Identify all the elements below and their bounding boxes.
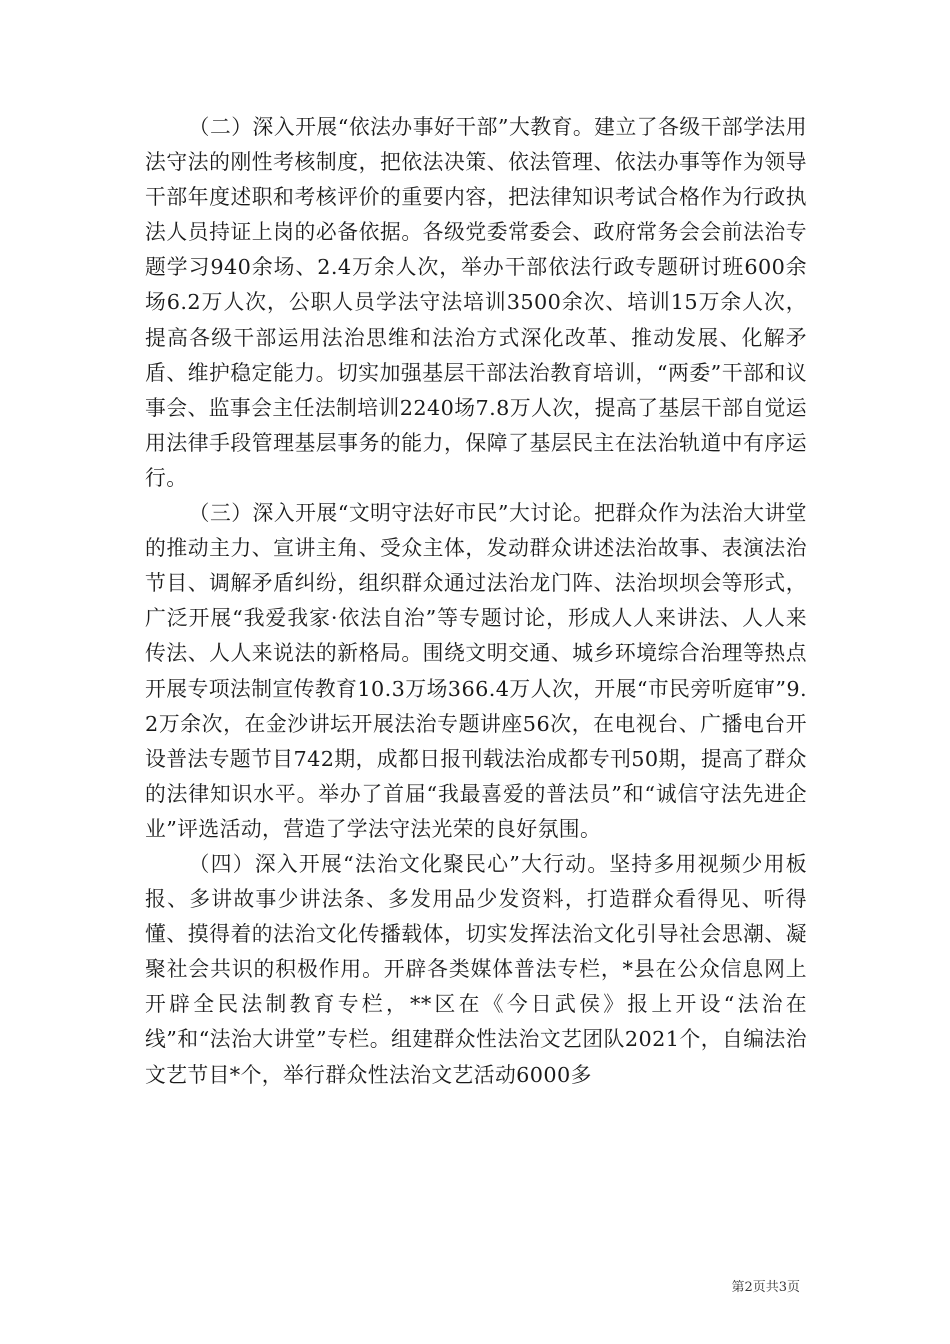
- paragraph-section-3: （三）深入开展“文明守法好市民”大讨论。把群众作为法治大讲堂的推动主力、宣讲主角、受众主体，发动群众讲述法治故事、表演法治节目、调解矛盾纠纷，组织群众通过法治龙门阵、法治坝坝会等形式，广泛开展“我爱我家·依法自治”等专题讨论，形成人人来讲法、人人来传法、人人来说法的新格局。围绕文明交通、城乡环境综合治理等热点开展专项法制宣传教育10.3万场366.4万人次，开展“市民旁听庭审”9.2万余次，在金沙讲坛开展法治专题讲座56次，在电视台、广播电台开设普法专题节目742期，成都日报刊载法治成都专刊50期，提高了群众的法律知识水平。举办了首届“我最喜爱的普法员”和“诚信守法先进企业”评选活动，营造了学法守法光荣的良好氛围。: [145, 501, 807, 841]
- paragraph-section-4: （四）深入开展“法治文化聚民心”大行动。坚持多用视频少用板报、多讲故事少讲法条、多发用品少发资料，打造群众看得见、听得懂、摸得着的法治文化传播载体，切实发挥法治文化引导社会思潮、凝聚社会共识的积极作用。开辟各类媒体普法专栏，*县在公众信息网上开辟全民法制教育专栏，**区在《今日武侯》报上开设“法治在线”和“法治大讲堂”专栏。组建群众性法治文艺团队2021个，自编法治文艺节目*个，举行群众性法治文艺活动6000多: [145, 851, 807, 1087]
- document-body: [145, 110, 807, 1093]
- paragraph-section-2: （二）深入开展“依法办事好干部”大教育。建立了各级干部学法用法守法的刚性考核制度，把依法决策、依法管理、依法办事等作为领导干部年度述职和考核评价的重要内容，把法律知识考试合格作为行政执法人员持证上岗的必备依据。各级党委常委会、政府常务会会前法治专题学习940余场、2.4万余人次，举办干部依法行政专题研讨班600余场6.2万人次，公职人员学法守法培训3500余次、培训15万余人次，提高各级干部运用法治思维和法治方式深化改革、推动发展、化解矛盾、维护稳定能力。切实加强基层干部法治教育培训，“两委”干部和议事会、监事会主任法制培训2240场7.8万人次，提高了基层干部自觉运用法律手段管理基层事务的能力，保障了基层民主在法治轨道中有序运行。: [145, 115, 807, 490]
- page-number-footer: 第2页共3页: [731, 1280, 800, 1295]
